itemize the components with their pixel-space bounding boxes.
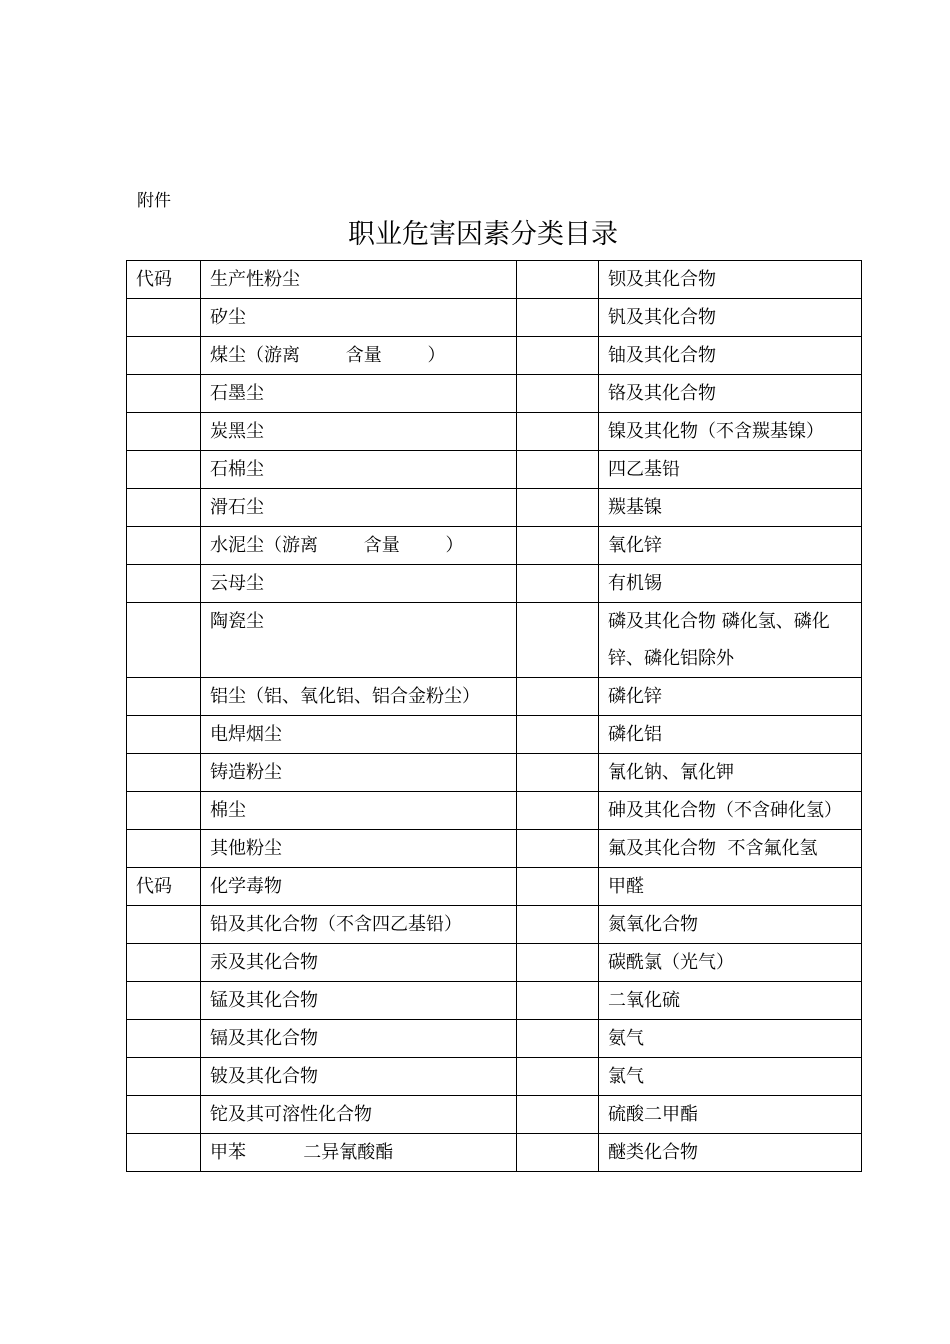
code-cell	[127, 489, 201, 527]
left-item-cell: 陶瓷尘	[201, 603, 517, 678]
table-row	[127, 413, 862, 451]
table-row	[127, 982, 862, 1020]
right-item-cell: 甲醛	[599, 868, 862, 906]
right-item-cell: 钡及其化合物	[599, 261, 862, 299]
hazard-catalog-table	[126, 260, 862, 1172]
code-cell	[127, 527, 201, 565]
code-cell: 代码	[127, 261, 201, 299]
left-item-cell: 锰及其化合物	[201, 982, 517, 1020]
middle-code-cell	[517, 1020, 599, 1058]
middle-code-cell	[517, 489, 599, 527]
middle-code-cell	[517, 944, 599, 982]
middle-code-cell	[517, 603, 599, 678]
table-row	[127, 716, 862, 754]
left-item-cell: 水泥尘（游离 含量 ）	[201, 527, 517, 565]
middle-code-cell	[517, 678, 599, 716]
right-item-cell: 羰基镍	[599, 489, 862, 527]
middle-code-cell	[517, 527, 599, 565]
left-item-cell: 电焊烟尘	[201, 716, 517, 754]
table-row	[127, 1096, 862, 1134]
code-cell	[127, 982, 201, 1020]
code-cell	[127, 944, 201, 982]
table-row	[127, 792, 862, 830]
middle-code-cell	[517, 754, 599, 792]
left-item-cell: 云母尘	[201, 565, 517, 603]
right-item-cell: 钒及其化合物	[599, 299, 862, 337]
table-row	[127, 603, 862, 678]
middle-code-cell	[517, 299, 599, 337]
right-item-cell: 硫酸二甲酯	[599, 1096, 862, 1134]
left-item-cell: 铍及其化合物	[201, 1058, 517, 1096]
left-item-cell: 镉及其化合物	[201, 1020, 517, 1058]
right-item-cell: 有机锡	[599, 565, 862, 603]
code-cell	[127, 754, 201, 792]
table-row	[127, 375, 862, 413]
right-item-cell: 氟及其化合物 不含氟化氢	[599, 830, 862, 868]
right-item-cell: 镍及其化物（不含羰基镍）	[599, 413, 862, 451]
middle-code-cell	[517, 906, 599, 944]
code-cell	[127, 678, 201, 716]
middle-code-cell	[517, 413, 599, 451]
right-item-cell: 磷化锌	[599, 678, 862, 716]
middle-code-cell	[517, 830, 599, 868]
code-cell	[127, 1020, 201, 1058]
right-item-cell: 醚类化合物	[599, 1134, 862, 1172]
attachment-label: 附件	[137, 191, 171, 211]
right-item-cell: 氧化锌	[599, 527, 862, 565]
middle-code-cell	[517, 982, 599, 1020]
table-row	[127, 830, 862, 868]
left-item-cell: 铅及其化合物（不含四乙基铅）	[201, 906, 517, 944]
middle-code-cell	[517, 261, 599, 299]
right-item-cell: 铬及其化合物	[599, 375, 862, 413]
code-cell	[127, 716, 201, 754]
code-cell	[127, 1096, 201, 1134]
code-cell	[127, 792, 201, 830]
right-item-cell: 二氧化硫	[599, 982, 862, 1020]
code-cell	[127, 1058, 201, 1096]
middle-code-cell	[517, 716, 599, 754]
table-row	[127, 906, 862, 944]
middle-code-cell	[517, 337, 599, 375]
right-item-cell: 磷及其化合物 磷化氢、磷化锌、磷化铝除外	[599, 603, 862, 678]
table-row	[127, 451, 862, 489]
middle-code-cell	[517, 451, 599, 489]
code-cell	[127, 413, 201, 451]
left-item-cell: 矽尘	[201, 299, 517, 337]
middle-code-cell	[517, 1096, 599, 1134]
left-item-cell: 甲苯 二异氰酸酯	[201, 1134, 517, 1172]
left-item-cell: 生产性粉尘	[201, 261, 517, 299]
table-row	[127, 1058, 862, 1096]
right-item-cell: 碳酰氯（光气）	[599, 944, 862, 982]
code-cell	[127, 299, 201, 337]
table-row	[127, 565, 862, 603]
left-item-cell: 汞及其化合物	[201, 944, 517, 982]
table-row	[127, 261, 862, 299]
code-cell	[127, 451, 201, 489]
table-row	[127, 944, 862, 982]
left-item-cell: 铝尘（铝、氧化铝、铝合金粉尘）	[201, 678, 517, 716]
table-row	[127, 527, 862, 565]
table-row	[127, 1020, 862, 1058]
code-cell	[127, 830, 201, 868]
left-item-cell: 铸造粉尘	[201, 754, 517, 792]
right-item-cell: 氨气	[599, 1020, 862, 1058]
left-item-cell: 棉尘	[201, 792, 517, 830]
code-cell	[127, 337, 201, 375]
middle-code-cell	[517, 792, 599, 830]
table-row	[127, 1134, 862, 1172]
middle-code-cell	[517, 868, 599, 906]
left-item-cell: 炭黑尘	[201, 413, 517, 451]
middle-code-cell	[517, 565, 599, 603]
right-item-cell: 四乙基铅	[599, 451, 862, 489]
left-item-cell: 滑石尘	[201, 489, 517, 527]
table-body	[127, 261, 862, 1172]
table-row	[127, 489, 862, 527]
middle-code-cell	[517, 375, 599, 413]
left-item-cell: 石墨尘	[201, 375, 517, 413]
left-item-cell: 化学毒物	[201, 868, 517, 906]
code-cell	[127, 1134, 201, 1172]
middle-code-cell	[517, 1058, 599, 1096]
table-row	[127, 337, 862, 375]
left-item-cell: 其他粉尘	[201, 830, 517, 868]
right-item-cell: 铀及其化合物	[599, 337, 862, 375]
table-row	[127, 299, 862, 337]
code-cell	[127, 375, 201, 413]
left-item-cell: 煤尘（游离 含量 ）	[201, 337, 517, 375]
right-item-cell: 氯气	[599, 1058, 862, 1096]
code-cell: 代码	[127, 868, 201, 906]
code-cell	[127, 565, 201, 603]
page-title: 职业危害因素分类目录	[348, 219, 618, 250]
table-row	[127, 678, 862, 716]
right-item-cell: 磷化铝	[599, 716, 862, 754]
table-row	[127, 868, 862, 906]
code-cell	[127, 906, 201, 944]
right-item-cell: 砷及其化合物（不含砷化氢）	[599, 792, 862, 830]
right-item-cell: 氮氧化合物	[599, 906, 862, 944]
table-row	[127, 754, 862, 792]
right-item-cell: 氰化钠、氰化钾	[599, 754, 862, 792]
middle-code-cell	[517, 1134, 599, 1172]
left-item-cell: 铊及其可溶性化合物	[201, 1096, 517, 1134]
code-cell	[127, 603, 201, 678]
left-item-cell: 石棉尘	[201, 451, 517, 489]
